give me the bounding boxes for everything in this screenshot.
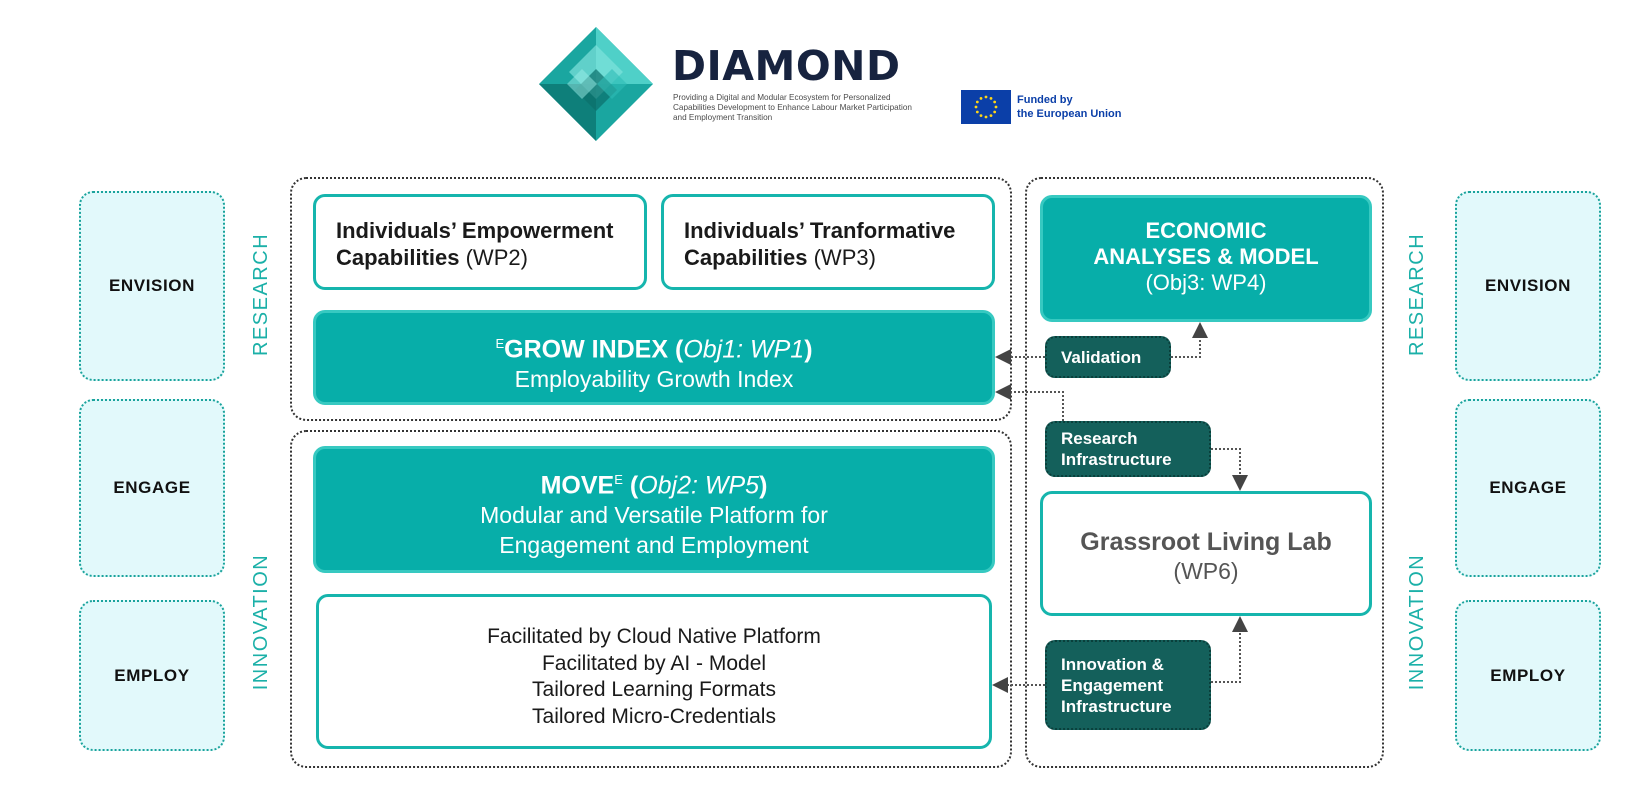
innov-infra-line: Infrastructure [1061,696,1172,716]
facilitation-item: Tailored Learning Formats [532,678,776,701]
arrow-innovation-to-grassroot [1211,618,1240,682]
side-card-envision-left: ENVISION [79,191,225,381]
research-infra-line: Infrastructure [1061,450,1172,469]
move-line-2: Engagement and Employment [499,532,809,559]
vertical-label-innovation-left: INNOVATION [250,553,272,691]
egrow-title: GROW INDEX [504,335,669,364]
facilitation-item: Tailored Micro-Credentials [532,704,776,728]
grassroot-code: (WP6) [1173,558,1239,584]
wp3-code: (WP3) [813,245,876,270]
facilitation-item: Facilitated by Cloud Native Platform [487,625,821,648]
side-card-engage-right: ENGAGE [1455,399,1601,577]
move-title-line: $MOVE^E$ (Obj2: WP5) [540,471,768,500]
economic-line-1: ECONOMIC [1145,218,1267,243]
vertical-label-innovation-right: INNOVATION [1406,553,1428,691]
egrow-superscript: E [495,336,505,351]
move-title: MOVE [540,471,615,500]
innov-infra-line: Engagement [1061,675,1164,695]
eu-line-1: Funded by [1017,94,1073,106]
research-infra-line: Research [1061,429,1138,448]
arrow-research-to-egrow [997,392,1063,421]
facilitation-item: Facilitated by AI - Model [541,651,767,675]
side-card-employ-right: EMPLOY [1455,600,1601,751]
grassroot-title: Grassroot Living Lab [1080,528,1332,556]
brand-title: DIAMOND [672,42,901,90]
move-line-1: Modular and Versatile Platform for [480,502,828,529]
vertical-label-research-left: RESEARCH [250,232,272,356]
brand-tagline: Providing a Digital and Modular Ecosystem for Personalized Capabilities Development to Enhance Labour Market Participation and Employment Transition [673,93,912,122]
wp2-title: Individuals’ Empowerment Capabilities [336,218,614,270]
validation-tag: Validation [1045,336,1171,378]
egrow-subtitle: Employability Growth Index [514,366,794,393]
economic-objective: (Obj3: WP4) [1145,270,1267,295]
side-card-engage-left: ENGAGE [79,399,225,577]
innov-infra-line: Innovation & [1061,654,1164,674]
move-objective: Obj2: WP5 [638,471,760,500]
vertical-label-research-right: RESEARCH [1406,232,1428,356]
economic-line-2: ANALYSES & MODEL [1093,244,1319,269]
side-card-envision-right: ENVISION [1455,191,1601,381]
wp3-title: Individuals’ Tranformative Capabilities [684,218,956,270]
eu-line-2: the European Union [1017,108,1122,120]
egrow-objective: Obj1: WP1 [683,335,805,364]
side-card-employ-left: EMPLOY [79,600,225,751]
arrow-research-to-grassroot [1211,449,1240,489]
move-superscript: E [614,472,623,487]
egrow-title-line: $^E$GROW INDEX (Obj1: WP1) [495,335,813,364]
wp2-code: (WP2) [465,245,528,270]
arrow-validation-to-economic [1171,324,1200,357]
